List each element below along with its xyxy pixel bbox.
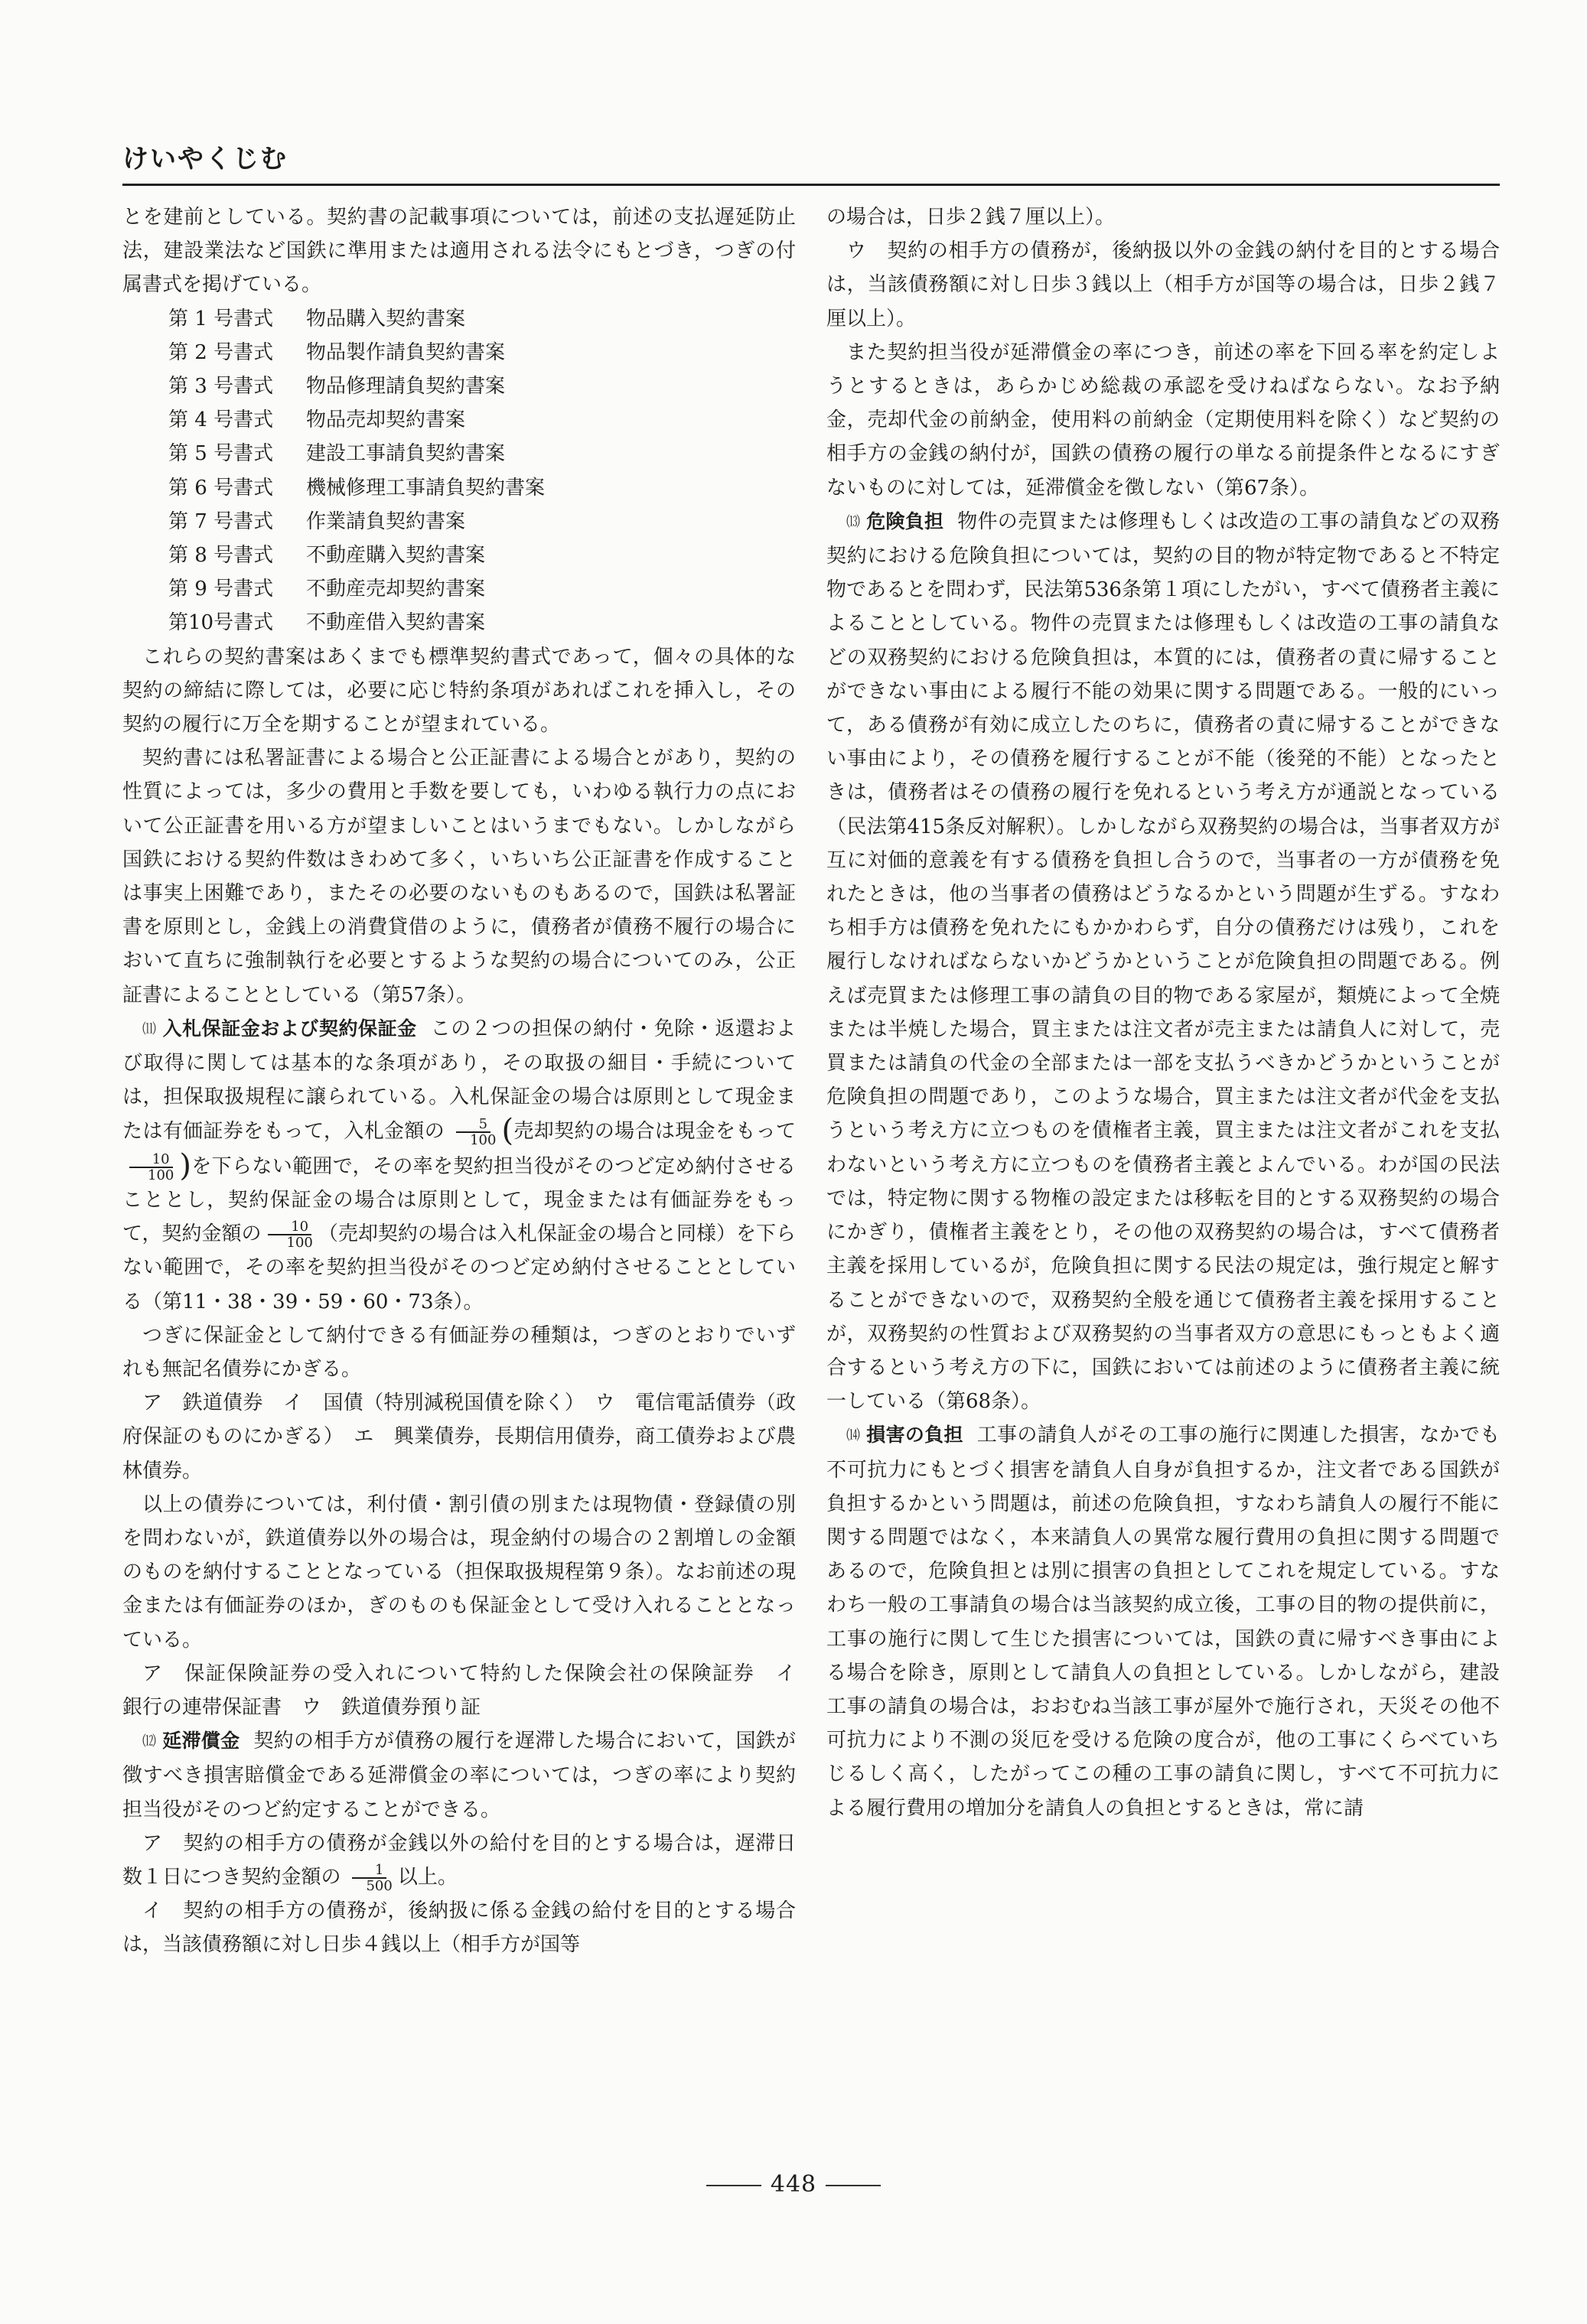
paragraph: ア 鉄道債券 イ 国債（特別減税国債を除く） ウ 電信電話債券（政府保証のものにかぎる） エ 興業債券，長期信用債券，商工債券および農林債券。	[122, 1391, 796, 1483]
form-item	[122, 505, 796, 539]
form-number: 第 1 号書式	[168, 307, 274, 330]
form-number: 第 3 号書式	[168, 375, 274, 399]
paragraph: イ 契約の相手方の債務が，後納扱に係る金銭の給付を目的とする場合は，当該債務額に対し日歩４銭以上（相手方が国等	[122, 1899, 796, 1957]
paragraph: 契約書には私署証書による場合と公正証書による場合とがあり，契約の性質によっては，多少の費用と手数を要しても，いわゆる執行力の点において公正証書を用いる方が望ましいことはいうまでもない。しかしながら国鉄における契約件数はきわめて多く，いちいち公正証書を作成することは事実上困難であり，またその必要のないものもあるので，国鉄は私署証書を原則とし，金銭上の消費貸借のように，債務者が債務不履行の場合において直ちに強制執行を必要とするような契約の場合についてのみ，公正証書によることとしている（第57条）。	[122, 747, 796, 1007]
section-11	[122, 1012, 796, 1319]
form-name: 機械修理工事請負契約書案	[306, 476, 546, 500]
section-text: この２つの担保の納付・免除・返還および取得に関しては基本的な条項があり，その取扱の細目・手続については，担保取扱規程に譲られている。入札保証金の場合は原則として現金または有価証券をもって，入札金額の	[122, 1017, 796, 1144]
form-item	[122, 369, 796, 403]
section-number: ⒁	[846, 1427, 861, 1444]
denominator: 100	[470, 1132, 497, 1149]
form-item	[122, 539, 796, 572]
section-title: 損害の負担	[866, 1424, 963, 1447]
header-rule	[122, 184, 1500, 186]
paragraph: つぎに保証金として納付できる有価証券の種類は，つぎのとおりでいずれも無記名債券にかぎる。	[122, 1323, 796, 1381]
page-footer	[0, 2171, 1587, 2198]
form-name: 物品購入契約書案	[306, 307, 466, 330]
section-number: ⑾	[142, 1020, 157, 1037]
section-text: を下らない範囲で，その率を契約担当役がそのつど定め納付させることとし，契約保証金の場合は原則として，現金または有価証券をもって，契約金額の	[122, 1154, 796, 1246]
form-number: 第 9 号書式	[168, 578, 274, 601]
section-text: 売却契約の場合は現金をもって	[513, 1120, 796, 1144]
section-text: 工事の請負人がその工事の施行に関連した損害，なかでも不可抗力にもとづく損害を請負人自身が負担するか，注文者である国鉄が負担するかという問題は，前述の危険負担，すなわち請負人の履行不能に関する問題ではなく，本来請負人の異常な履行費用の負担に関する問題であるので，危険負担とは別に損害の負担としてこれを規定している。すなわち一般の工事請負の場合は当該契約成立後，工事の目的物の提供前に，工事の施行に関して生じた損害については，国鉄の責に帰すべき事由による場合を除き，原則として請負人の負担としている。しかしながら，建設工事の請負の場合は，おおむね当該工事が屋外で施行され，天災その他不可抗力により不測の災厄を受ける危険の度合が，他の工事にくらべていちじるしく高く，したがってこの種の工事の請負に関し，すべて不可抗力による履行費用の増加分を請負人の負担とするときは，常に請	[826, 1424, 1500, 1820]
section-13	[826, 505, 1500, 1418]
section-title: 延滞償金	[162, 1730, 240, 1753]
form-name: 建設工事請負契約書案	[306, 442, 506, 466]
open-paren: (	[501, 1113, 514, 1149]
numerator: 1	[352, 1863, 386, 1879]
form-name: 物品製作請負契約書案	[306, 340, 506, 364]
form-list	[122, 302, 796, 640]
form-item	[122, 471, 796, 505]
form-number: 第 2 号書式	[168, 340, 274, 364]
form-number: 第 7 号書式	[168, 509, 274, 533]
fraction	[343, 1863, 395, 1893]
section-number: ⒀	[846, 513, 861, 530]
fraction	[447, 1117, 499, 1147]
page-number: 448	[770, 2171, 817, 2198]
paragraph: これらの契約書案はあくまでも標準契約書式であって，個々の具体的な契約の締結に際しては，必要に応じ特約条項があればこれを挿入し，その契約の履行に万全を期することが望まれている。	[122, 645, 796, 737]
running-header: けいやくじむ	[122, 144, 288, 174]
section-14	[826, 1418, 1500, 1824]
section-text: （売却契約の場合は入札保証金の場合と同様）を下らない範囲で，その率を契約担当役がそのつど定め納付させることとしている（第11・38・39・59・60・73条）。	[122, 1222, 796, 1313]
form-item	[122, 302, 796, 336]
paragraph: ウ 契約の相手方の債務が，後納扱以外の金銭の納付を目的とする場合は，当該債務額に対し日歩３銭以上（相手方が国等の場合は，日歩２銭７厘以上）。	[826, 239, 1500, 330]
form-name: 物品売却契約書案	[306, 408, 466, 432]
form-number: 第 5 号書式	[168, 442, 274, 466]
right-column	[826, 200, 1500, 2067]
numerator: 5	[456, 1117, 490, 1133]
form-number: 第 6 号書式	[168, 476, 274, 500]
footer-dash	[826, 2185, 881, 2186]
denominator: 100	[286, 1235, 313, 1252]
form-name: 不動産売却契約書案	[306, 578, 486, 601]
section-text: 契約の相手方が債務の履行を遅滞した場合において，国鉄が徴すべき損害賠償金である延滞償金の率については，つぎの率により契約担当役がそのつど約定することができる。	[122, 1730, 797, 1821]
paragraph: また契約担当役が延滞償金の率につき，前述の率を下回る率を約定しようとするときは，あらかじめ総裁の承認を受けねばならない。なお予納金，売却代金の前納金，使用料の前納金（定期使用料を除く）など契約の相手方の金銭の納付が，国鉄の債務の履行の単なる前提条件となるにすぎないものに対しては，延滞償金を徴しない（第67条）。	[826, 340, 1500, 500]
form-item	[122, 336, 796, 369]
denominator: 500	[366, 1877, 393, 1894]
paragraph-text: ア 契約の相手方の債務が金銭以外の給付を目的とする場合は，遅滞日数１日につき契約金額の	[122, 1831, 796, 1889]
form-name: 物品修理請負契約書案	[306, 375, 506, 399]
form-number: 第 4 号書式	[168, 408, 274, 432]
paragraph-text: 以上。	[397, 1865, 458, 1889]
section-text: 物件の売買または修理もしくは改造の工事の請負などの双務契約における危険負担については，契約の目的物が特定物であると不特定物であるとを問わず，民法第536条第１項にしたがい，すべて債務者主義によることとしている。物件の売買または修理もしくは改造の工事の請負などの双務契約における危険負担は，本質的には，債務者の責に帰することができない事由による履行不能の効果に関する問題である。一般的にいって，ある債務が有効に成立したのちに，債務者の責に帰することができない事由により，その債務を履行することが不能（後発的不能）となったときは，債務者はその債務の履行を免れるという考え方が通説となっている（民法第415条反対解釈）。しかしながら双務契約の場合は，当事者双方が互に対価的意義を有する債務を負担し合うので，当事者の一方が債務を免れたときは，他の当事者の債務はどうなるかという問題が生ずる。すなわち相手方は債務を免れたにもかかわらず，自分の債務だけは残り，これを履行しなければならないかどうかということが危険負担の問題である。例えば売買または修理工事の請負の目的物である家屋が，類焼によって全焼または半焼した場合，買主または注文者が売主または請負人に対して，売買または請負の代金の全部または一部を支払うべきかどうかということが危険負担の問題であり，このような場合，買主または注文者が代金を支払うという考え方に立つものを債権者主義，買主または注文者がこれを支払わないという考え方に立つものを債務者主義とよんでいる。わが国の民法では，特定物に関する物権の設定または移転を目的とする双務契約の場合にかぎり，債権者主義をとり，その他の双務契約の場合は，すべて債務者主義を採用しているが，危険負担に関する民法の規定は，強行規定と解することができないので，双務契約全般を通じて債務者主義を採用することが，双務契約の性質および双務契約の当事者双方の意思にもっともよく適合するという考え方の下に，国鉄においては前述のように債務者主義に統一している（第68条）。	[826, 509, 1500, 1414]
form-item	[122, 572, 796, 606]
close-paren: )	[179, 1147, 191, 1183]
paragraph	[122, 1827, 796, 1894]
fraction	[264, 1219, 316, 1250]
form-name: 不動産借入契約書案	[306, 611, 486, 635]
fraction	[125, 1152, 177, 1183]
denominator: 100	[148, 1167, 174, 1183]
paragraph: とを建前としている。契約書の記載事項については，前述の支払遅延防止法，建設業法など国鉄に準用または適用される法令にもとづき，つぎの付属書式を掲げている。	[122, 206, 796, 297]
section-12	[122, 1724, 796, 1827]
form-number: 第10号書式	[168, 611, 274, 635]
form-item	[122, 437, 796, 470]
section-number: ⑿	[142, 1733, 157, 1750]
form-number: 第 8 号書式	[168, 544, 274, 568]
section-title: 危険負担	[866, 509, 944, 532]
section-title: 入札保証金および契約保証金	[162, 1017, 417, 1040]
left-column	[122, 200, 816, 2067]
form-item	[122, 606, 796, 640]
numerator: 10	[268, 1219, 311, 1235]
footer-dash	[706, 2185, 761, 2186]
paragraph: ア 保証保険証券の受入れについて特約した保険会社の保険証券 イ 銀行の連帯保証書 ウ 鉄道債券預り証	[122, 1662, 816, 1719]
form-name: 不動産購入契約書案	[306, 544, 486, 568]
paragraph: 以上の債券については，利付債・割引債の別または現物債・登録債の別を問わないが，鉄道債券以外の場合は，現金納付の場合の２割増しの金額のものを納付することとなっている（担保取扱規程第９条）。なお前述の現金または有価証券のほか，ぎのものも保証金として受け入れることとなっている。	[122, 1492, 796, 1652]
form-item	[122, 403, 796, 437]
numerator: 10	[129, 1152, 173, 1168]
paragraph: の場合は，日歩２銭７厘以上）。	[826, 206, 1116, 229]
form-name: 作業請負契約書案	[306, 509, 466, 533]
